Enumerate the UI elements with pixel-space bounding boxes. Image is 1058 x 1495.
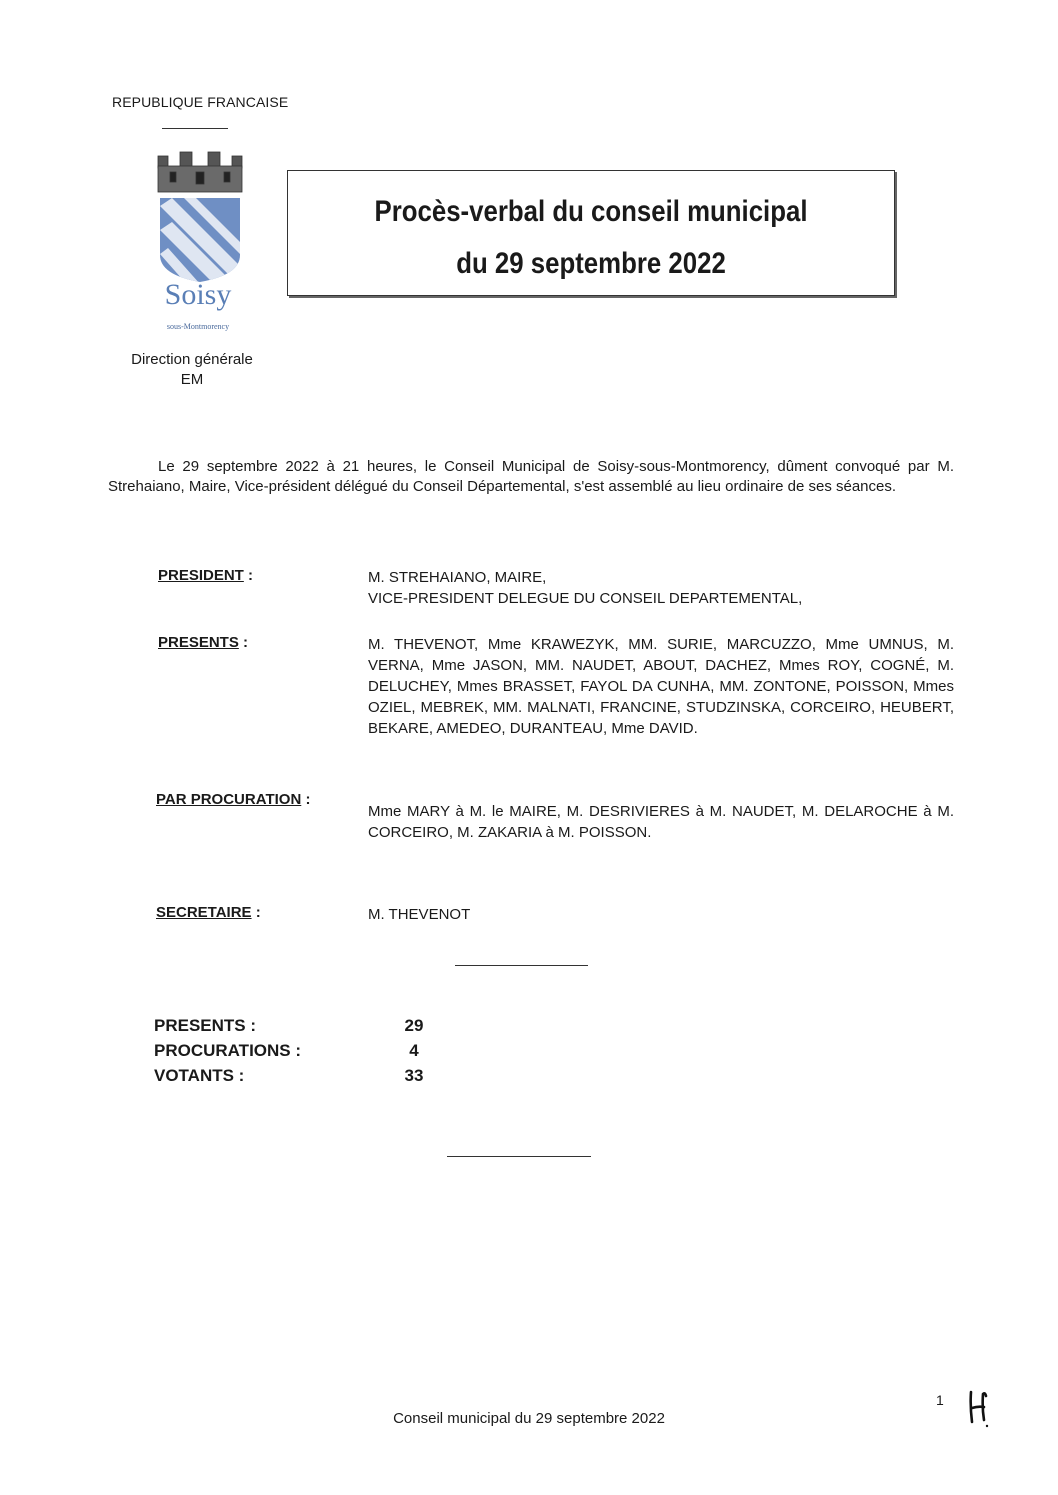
page-footer: Conseil municipal du 29 septembre 2022	[393, 1410, 665, 1427]
stats-block	[154, 1013, 454, 1088]
logo-name: Soisy	[164, 278, 232, 311]
page-number: 1	[936, 1392, 944, 1408]
secretaire-value: M. THEVENOT	[368, 906, 471, 923]
logo-subtitle: sous-Montmorency	[166, 322, 230, 331]
secretaire-label: SECRETAIRE	[156, 904, 252, 921]
direction-label: Direction générale	[131, 351, 253, 368]
stat-label: VOTANTS :	[154, 1066, 245, 1085]
republique-heading: REPUBLIQUE FRANCAISE	[112, 94, 289, 110]
procuration-label: PAR PROCURATION	[156, 791, 302, 808]
stat-label: PROCURATIONS :	[154, 1041, 302, 1060]
president-label-row: PRESIDENT :	[158, 567, 254, 584]
title-line-2: du 29 septembre 2022	[456, 247, 726, 280]
president-line-2: VICE-PRESIDENT DELEGUE DU CONSEIL DEPARTEMENTAL,	[368, 590, 803, 607]
presents-label: PRESENTS	[158, 634, 239, 651]
presents-value: M. THEVENOT, Mme KRAWEZYK, MM. SURIE, MARCUZZO, Mme UMNUS, M. VERNA, Mme JASON, MM. NAUDET, ABOUT, DACHEZ, Mmes ROY, COGNÉ, M. DELUCHEY, Mmes BRASSET, FAYOL DA CUNHA, MM. ZONTONE, POISSON, Mmes OZIEL, MEBREK, MM. MALNATI, FRANCINE, STUDZINSKA, CORCEIRO, HEUBERT, BEKARE, AMEDEO, DURANTEAU, Mme DAVID.	[368, 636, 954, 737]
stat-row	[154, 1038, 454, 1063]
direction-block	[112, 350, 272, 390]
procuration-value: Mme MARY à M. le MAIRE, M. DESRIVIERES à M. NAUDET, M. DELAROCHE à M. CORCEIRO, M. ZAKARIA à M. POISSON.	[368, 803, 954, 841]
stat-value: 4	[409, 1041, 419, 1060]
separator-2	[447, 1156, 591, 1157]
stat-value: 29	[404, 1016, 424, 1035]
stat-row	[154, 1063, 454, 1088]
procuration-label-row: PAR PROCURATION :	[156, 791, 311, 808]
title-box	[287, 170, 895, 296]
handwritten-initial	[965, 1388, 993, 1428]
intro-paragraph	[108, 457, 954, 497]
stat-value: 33	[404, 1066, 424, 1085]
president-label: PRESIDENT	[158, 567, 244, 584]
separator-1	[455, 965, 588, 966]
stat-row	[154, 1013, 454, 1038]
intro-text: Le 29 septembre 2022 à 21 heures, le Conseil Municipal de Soisy-sous-Montmorency, dûment convoqué par M. Strehaiano, Maire, Vice-président délégué du Conseil Départemental, s'est assemblé au lieu ordinaire de ses séances.	[108, 458, 954, 495]
coat-of-arms-logo	[150, 150, 250, 340]
president-line-1: M. STREHAIANO, MAIRE,	[368, 569, 547, 586]
title-line-1: Procès-verbal du conseil municipal	[374, 195, 808, 228]
president-value	[368, 567, 954, 609]
secretaire-label-row: SECRETAIRE :	[156, 904, 261, 921]
divider	[162, 128, 228, 129]
stat-label: PRESENTS :	[154, 1016, 257, 1035]
presents-label-row: PRESENTS :	[158, 634, 249, 651]
direction-code: EM	[180, 371, 204, 388]
